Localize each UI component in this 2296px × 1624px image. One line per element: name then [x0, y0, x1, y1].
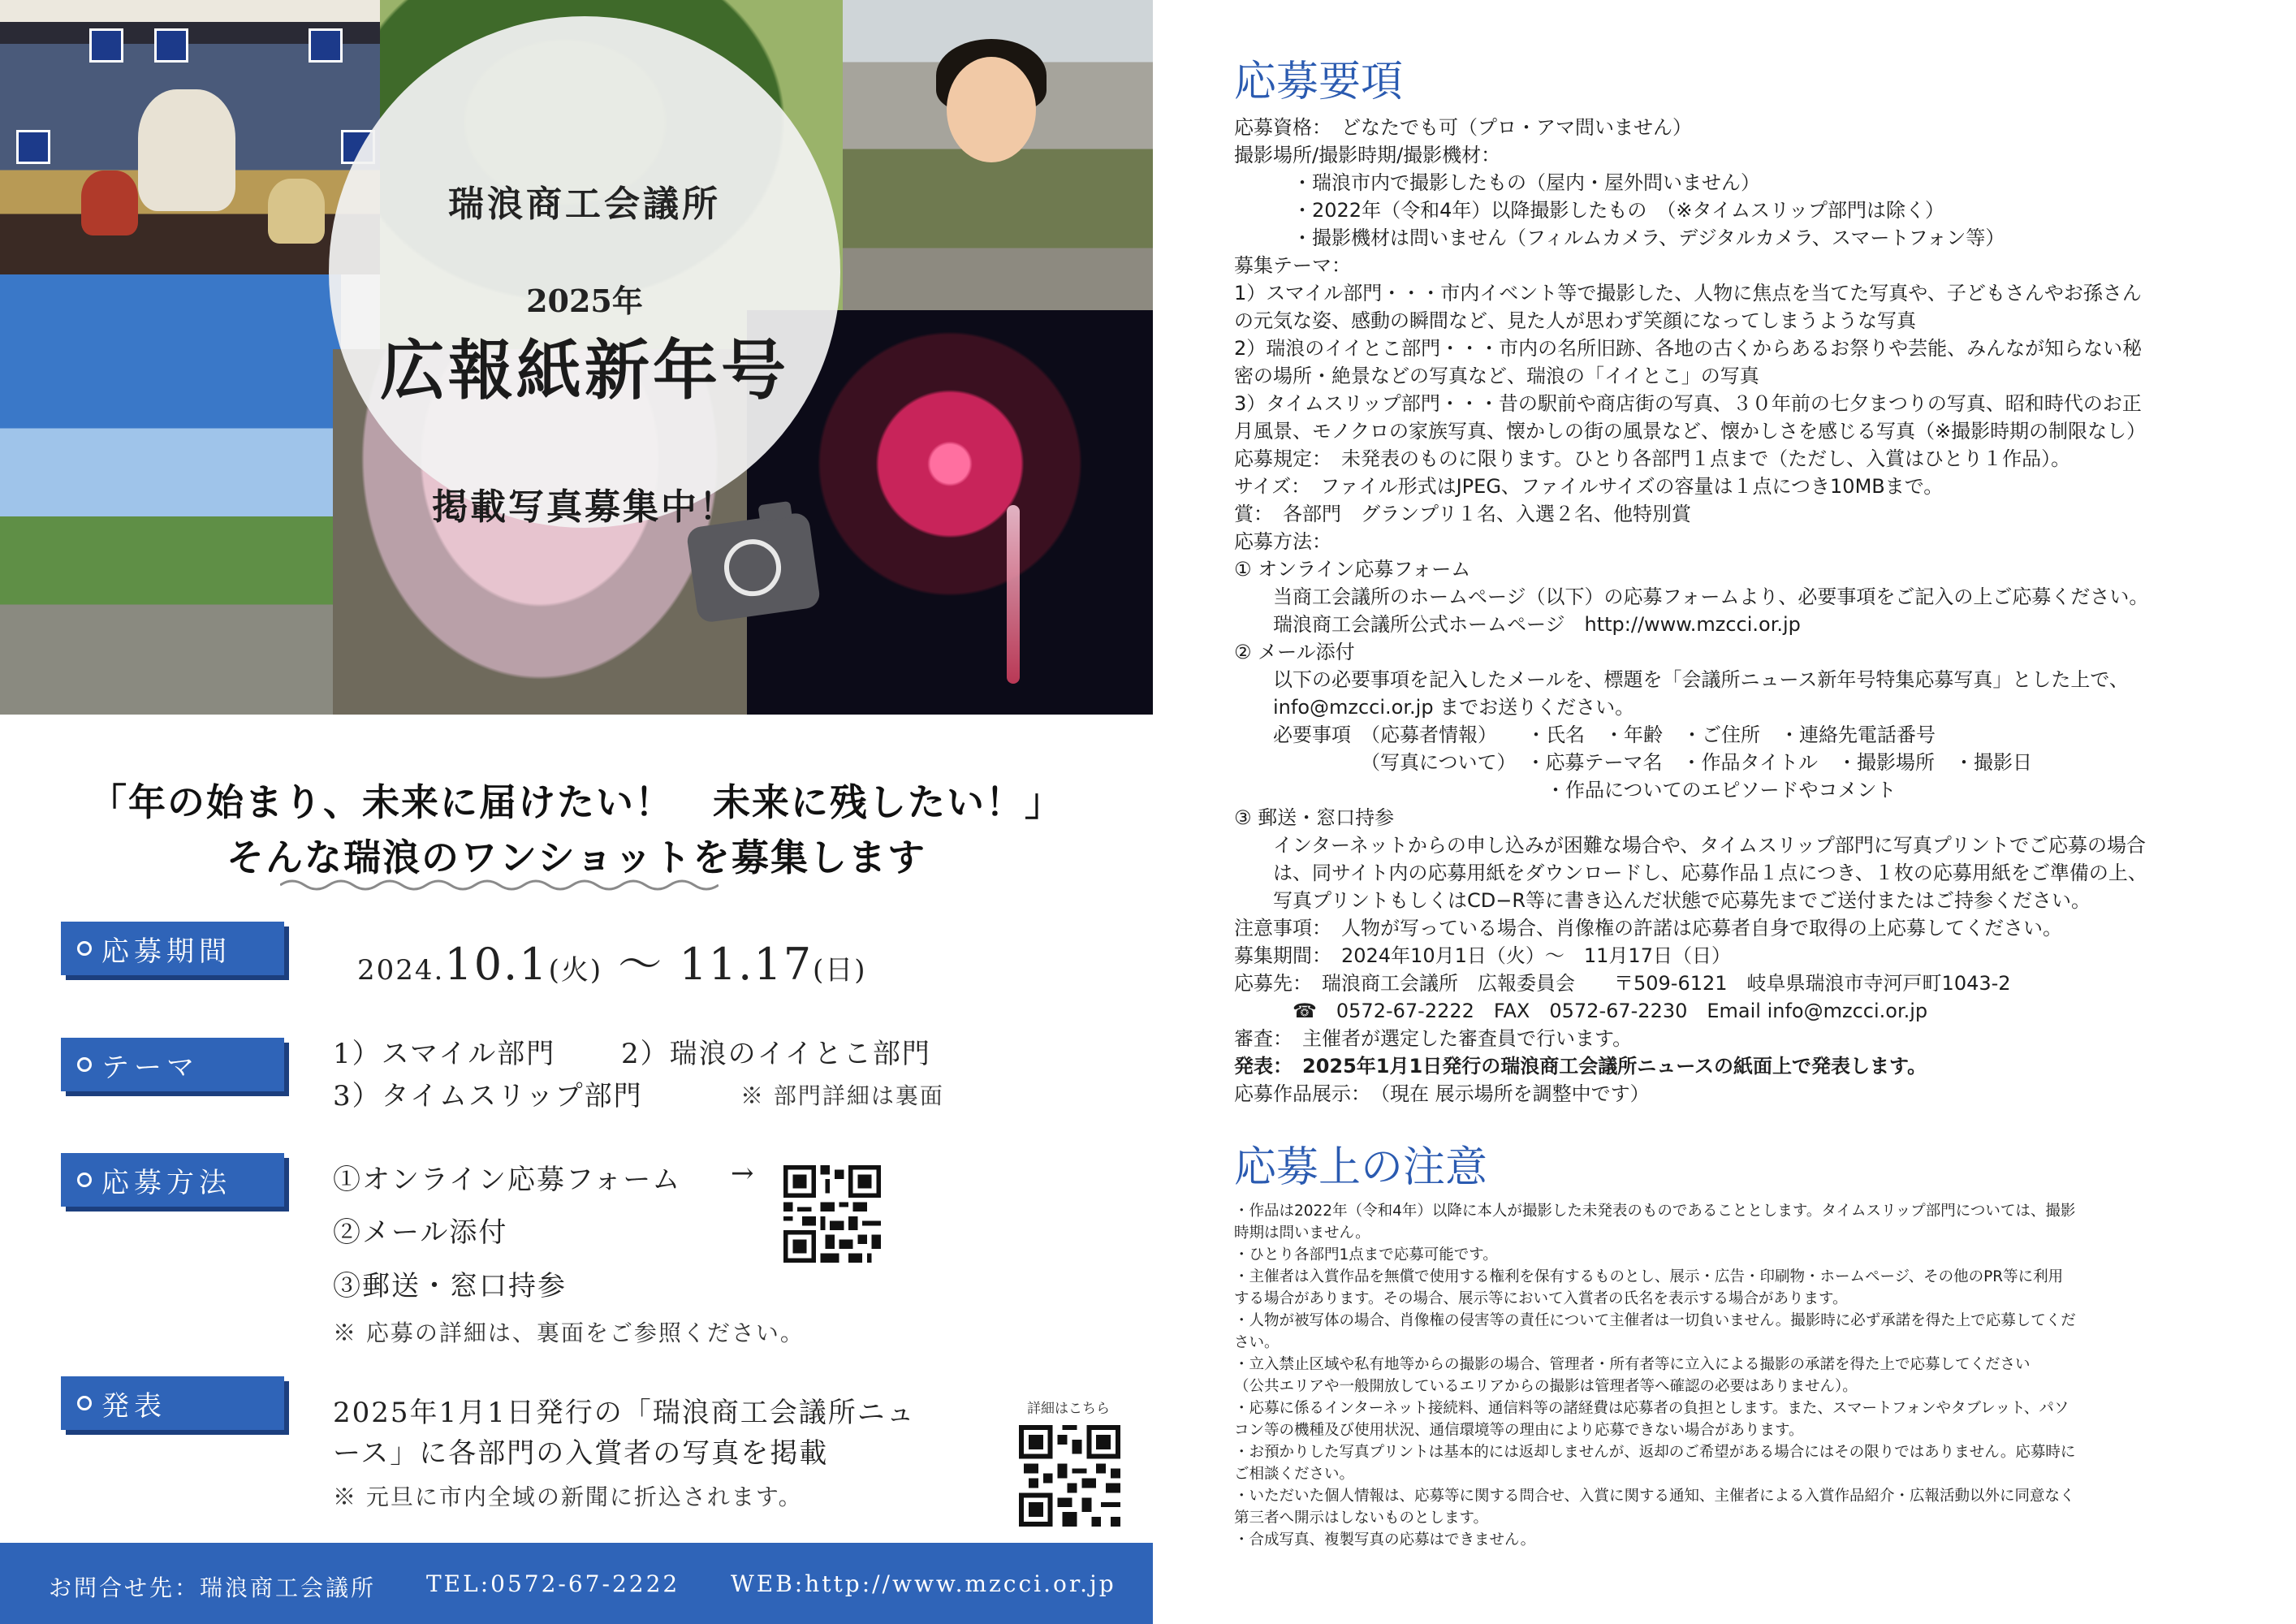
circle-bullet-icon [77, 1173, 92, 1187]
guideline-line: 募集テーマ： [1234, 254, 1351, 277]
guideline-line: 必要事項 （応募者情報） ・氏名 ・年齢 ・ご住所 ・連絡先電話番号 [1234, 723, 1936, 746]
announce-note: ※ 元旦に市内全域の新聞に折込されます。 [333, 1484, 803, 1510]
guideline-line: 注意事項： 人物が写っている場合、肖像権の許諾は応募者自身で取得の上応募してください。 [1234, 917, 2062, 939]
squiggle-underline [280, 875, 719, 895]
guideline-line: 密の場所・絶景などの写真など、瑞浪の「イイとこ」の写真 [1234, 365, 1759, 387]
guideline-line: 応募先： 瑞浪商工会議所 広報委員会 〒509-6121 岐阜県瑞浪市寺河戸町1043-2 [1234, 972, 2011, 995]
theme-label: テーマ [61, 1038, 284, 1091]
circle-bullet-icon [77, 1396, 92, 1410]
guideline-line: 以下の必要事項を記入したメールを、標題を「会議所ニュース新年号特集応募写真」とした上で、 [1234, 668, 2129, 691]
bunraku-photo [0, 0, 380, 274]
period-value [357, 930, 867, 992]
back-page [1153, 0, 2296, 1624]
period-end-day: (日) [813, 954, 867, 987]
period-start: 10.1 [444, 939, 549, 990]
announce-line1: 2025年1月1日発行の「瑞浪商工会議所ニュ [333, 1397, 916, 1429]
note-line: ・ひとり各部門1点まで応募可能です。 [1234, 1246, 1498, 1263]
note-line: ・お預かりした写真プリントは基本的には返却しませんが、返却のご希望がある場合にはその限りではありません。応募時に [1234, 1444, 2076, 1461]
child-photo [843, 0, 1153, 310]
note-line: （公共エリアや一般開放しているエリアからの撮影は管理者等へ確認の必要はありません）。 [1234, 1378, 1858, 1395]
page-title: 広報紙新年号 [380, 332, 789, 408]
guideline-line: ② メール添付 [1234, 641, 1355, 663]
note-line: さい。 [1234, 1334, 1280, 1351]
note-line: ・作品は2022年（令和4年）以降に本人が撮影した未発表のものであることとします。タイムスリップ部門については、撮影 [1234, 1203, 2076, 1220]
contact-footer [0, 1543, 1153, 1624]
guideline-line: 審査： 主催者が選定した審査員で行います。 [1234, 1027, 1633, 1050]
footer-tel: TEL:0572-67-2222 [426, 1570, 680, 1597]
guideline-line: （写真について） ・応募テーマ名 ・作品タイトル ・撮影場所 ・撮影日 [1234, 751, 2033, 774]
guideline-line: ・瑞浪市内で撮影したもの（屋内・屋外問いません） [1234, 171, 1760, 194]
note-line: ご相談ください。 [1234, 1466, 1355, 1483]
guideline-line: 応募資格： どなたでも可（プロ・アマ問いません） [1234, 116, 1692, 139]
method-online: ①オンライン応募フォーム [333, 1164, 682, 1196]
guideline-line: 応募作品展示： （現在 展示場所を調整中です） [1234, 1082, 1650, 1105]
section-heading-notes: 応募上の注意 [1234, 1143, 1488, 1192]
period-year: 2024. [357, 954, 445, 987]
note-line: ・応募に係るインターネット接続料、通信料等の諸経費は応募者の負担とします。また、スマートフォンやタブレット、パソ [1234, 1400, 2069, 1417]
page-subtitle: 掲載写真募集中！ [432, 486, 737, 528]
qr-code-icon[interactable] [1019, 1425, 1120, 1527]
guideline-line: 発表： 2025年1月1日発行の瑞浪商工会議所ニュースの紙面上で発表します。 [1234, 1055, 1927, 1078]
theme-item-iitoko: 2）瑞浪のイイとこ部門 [621, 1038, 931, 1070]
guideline-line: ・作品についてのエピソードやコメント [1234, 779, 1897, 801]
catchphrase-line2: そんな瑞浪のワンショットを募集します [227, 836, 926, 879]
note-line: ・人物が被写体の場合、肖像権の侵害等の責任について主催者は一切負いません。撮影時に必ず承諾を得た上で応募してくだ [1234, 1312, 2076, 1329]
method-mail: ③郵送・窓口持参 [333, 1270, 567, 1302]
note-line: ・立入禁止区域や私有地等からの撮影の場合、管理者・所有者等に立入による撮影の承諾を得た上で応募してください [1234, 1356, 2031, 1373]
method-email: ②メール添付 [333, 1216, 508, 1249]
guideline-line: 募集期間： 2024年10月1日（火）〜 11月17日（日） [1234, 944, 1731, 967]
guideline-line: は、同サイト内の応募用紙をダウンロードし、応募作品１点につき、１枚の応募用紙をご準備の上、 [1234, 862, 2147, 884]
title-circle [329, 16, 840, 528]
theme-note: ※ 部門詳細は裏面 [740, 1082, 944, 1109]
period-end: 11.17 [679, 939, 814, 990]
circle-bullet-icon [77, 1057, 92, 1072]
guideline-line: インターネットからの申し込みが困難な場合や、タイムスリップ部門に写真プリントでご応募の場合 [1234, 834, 2146, 857]
footer-web[interactable]: WEB:http://www.mzcci.or.jp [731, 1570, 1116, 1597]
guideline-line: 瑞浪商工会議所公式ホームページ http://www.mzcci.or.jp [1234, 613, 1801, 636]
footer-contact: お問合せ先：瑞浪商工会議所 [49, 1574, 377, 1601]
circle-bullet-icon [77, 941, 92, 956]
note-line: 時期は問いません。 [1234, 1224, 1370, 1242]
announce-label: 発表 [61, 1376, 284, 1430]
qr-code-icon[interactable] [783, 1165, 881, 1263]
theme-item-timeslip: 3）タイムスリップ部門 [333, 1080, 643, 1112]
method-note: ※ 応募の詳細は、裏面をご参照ください。 [333, 1320, 805, 1346]
qr-caption: 詳細はこちら [1027, 1401, 1110, 1417]
note-line: 第三者へ開示はしないものとします。 [1234, 1510, 1489, 1527]
method-label: 応募方法 [61, 1153, 284, 1207]
issue-year: 2025年 [526, 283, 643, 319]
guideline-line: 賞： 各部門 グランプリ１名、入選２名、他特別賞 [1234, 503, 1692, 525]
theme-item-smile: 1）スマイル部門 [333, 1038, 556, 1070]
note-line: ・合成写真、複製写真の応募はできません。 [1234, 1531, 1536, 1548]
guideline-line: 1）スマイル部門・・・市内イベント等で撮影した、人物に焦点を当てた写真や、子どもさんやお孫さん [1234, 282, 2142, 304]
announce-line2: ース」に各部門の入賞者の写真を掲載 [333, 1437, 829, 1470]
note-line: ・いただいた個人情報は、応募等に関する問合せ、入賞に関する通知、主催者による入賞作品紹介・広報活動以外に同意なく [1234, 1488, 2075, 1505]
koinobori-photo [0, 274, 341, 715]
guideline-line: info@mzcci.or.jp までお送りください。 [1234, 696, 1635, 719]
guideline-line: 3）タイムスリップ部門・・・昔の駅前や商店街の写真、３０年前の七夕まつりの写真、昭和時代のお正 [1234, 392, 2142, 415]
guideline-line: ☎ 0572-67-2222 FAX 0572-67-2230 Email info@mzcci.or.jp [1234, 1000, 1928, 1022]
guideline-line: サイズ： ファイル形式はJPEG、ファイルサイズの容量は１点につき10MBまで。 [1234, 475, 1944, 498]
period-tilde: 〜 [618, 939, 664, 990]
guideline-line: ③ 郵送・窓口持参 [1234, 806, 1395, 829]
organizer-name: 瑞浪商工会議所 [448, 184, 721, 225]
guideline-line: 応募規定： 未発表のものに限ります。ひとり各部門１点まで（ただし、入賞はひとり１作品）。 [1234, 447, 2071, 470]
guideline-line: 2）瑞浪のイイとこ部門・・・市内の名所旧跡、各地の古くからあるお祭りや芸能、みんなが知らない秘 [1234, 337, 2143, 360]
note-line: する場合があります。その場合、展示等において入賞者の氏名を表示する場合があります。 [1234, 1290, 1848, 1307]
guideline-line: の元気な姿、感動の瞬間など、見た人が思わず笑顔になってしまうような写真 [1234, 309, 1916, 332]
guideline-line: 写真プリントもしくはCD−R等に書き込んだ状態で応募先までご送付またはご持参ください。 [1234, 889, 2091, 912]
catchphrase-line1: 「年の始まり、未来に届けたい！ 未来に残したい！」 [89, 780, 1064, 824]
guideline-line: 当商工会議所のホームページ（以下）の応募フォームより、必要事項をご記入の上ご応募ください。 [1234, 585, 2149, 608]
guideline-line: ・2022年（令和4年）以降撮影したもの （※タイムスリップ部門は除く） [1234, 199, 1945, 222]
guideline-line: 応募方法： [1234, 530, 1331, 553]
note-line: コン等の機種及び使用状況、通信環境等の理由により応募できない場合があります。 [1234, 1422, 1804, 1439]
period-label: 応募期間 [61, 922, 284, 975]
section-heading-guidelines: 応募要項 [1234, 58, 1404, 106]
method-arrow: → [731, 1157, 756, 1190]
period-start-day: (火) [548, 954, 603, 987]
camera-icon [686, 512, 822, 624]
guideline-line: 月風景、モノクロの家族写真、懐かしの街の風景など、懐かしさを感じる写真（※撮影時期の制限なし） [1234, 420, 2147, 443]
note-line: ・主催者は入賞作品を無償で使用する権利を保有するものとし、展示・広告・印刷物・ホームページ、その他のPR等に利用 [1234, 1268, 2064, 1285]
guideline-line: ・撮影機材は問いません（フィルムカメラ、デジタルカメラ、スマートフォン等） [1234, 227, 2005, 249]
guideline-line: 撮影場所/撮影時期/撮影機材： [1234, 144, 1501, 166]
guideline-line: ① オンライン応募フォーム [1234, 558, 1471, 581]
